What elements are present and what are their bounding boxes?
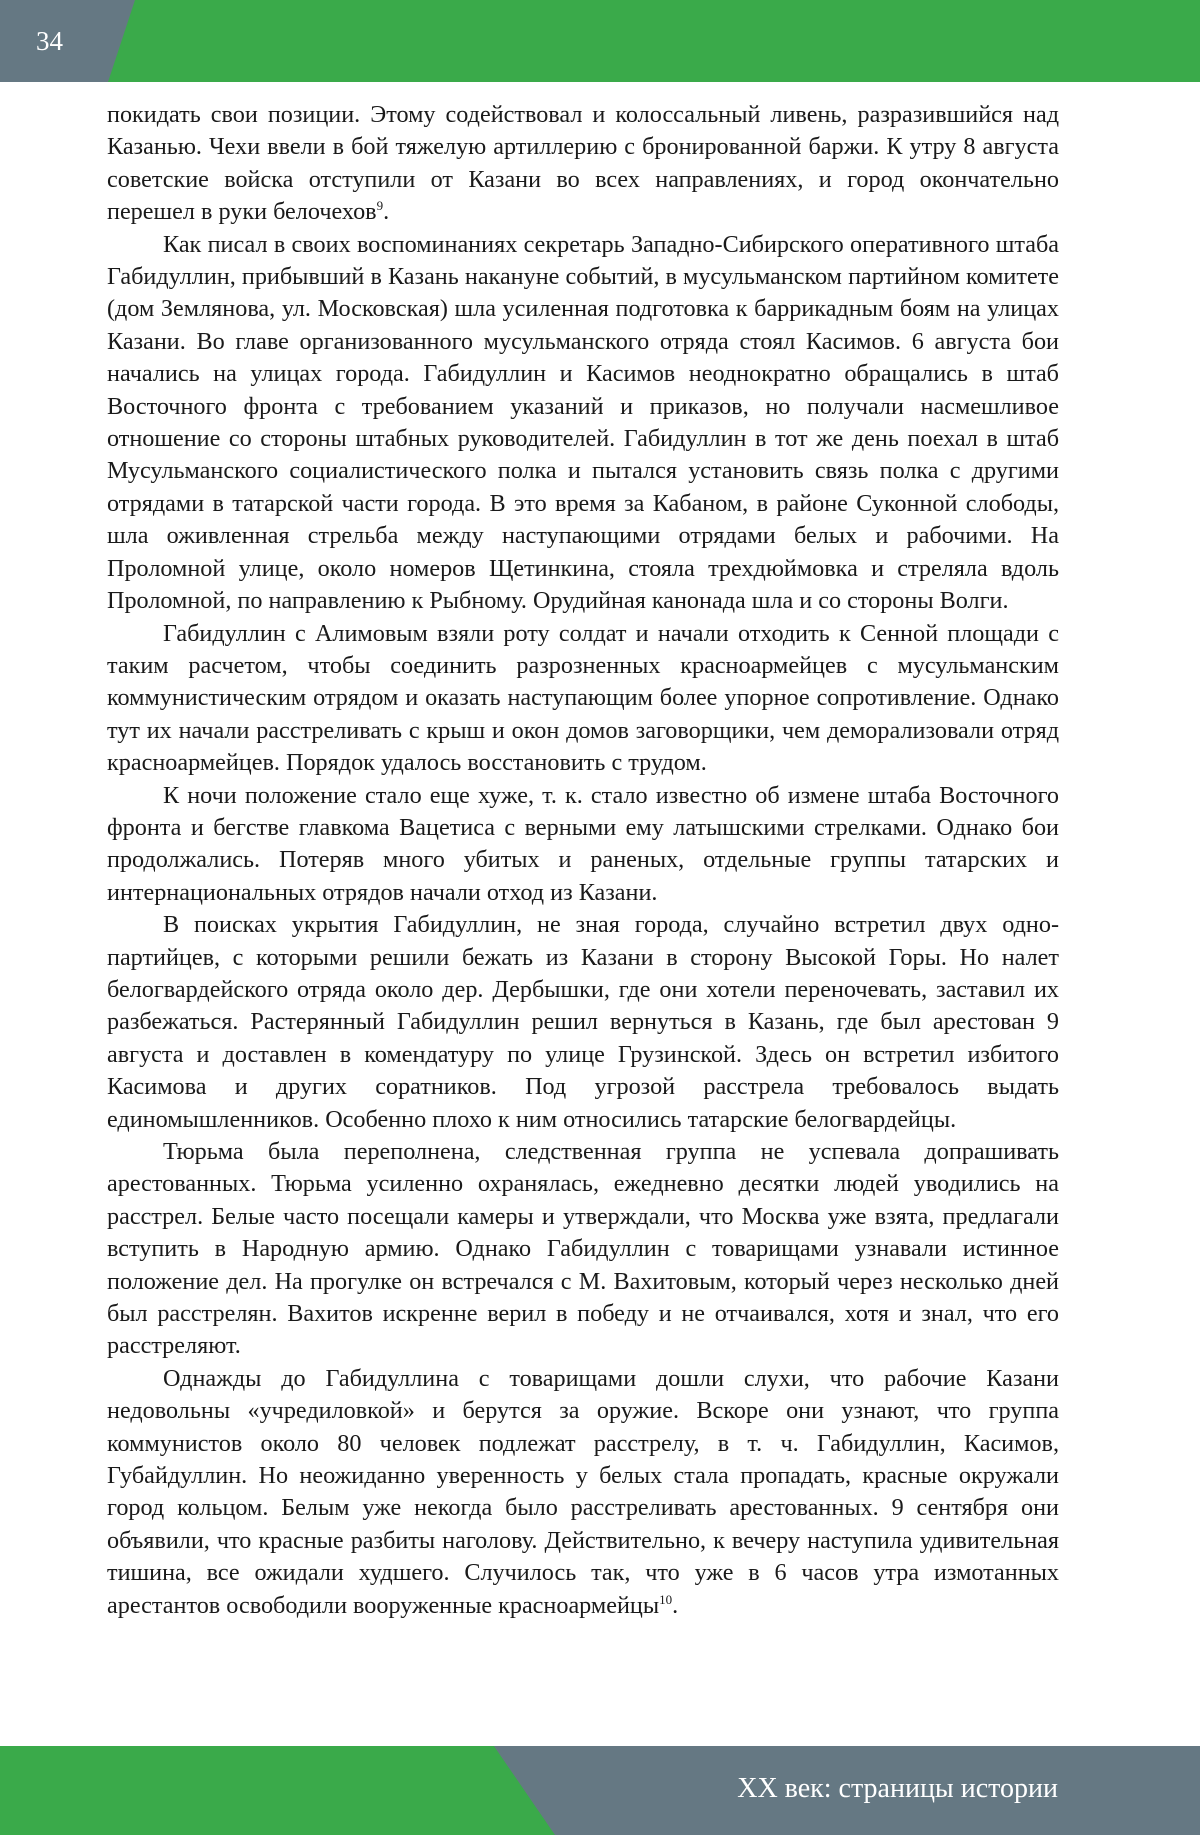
paragraph-1-text: покидать свои позиции. Этому содействовал и колоссальный ливень, разразившийся над Казанью. Чехи ввели в бой тяжелую артиллерию с бронированной баржи. К утру 8 августа советские войска отступили от Казани во всех направлениях, и город окончательно перешел в руки белочехов xyxy=(107,101,1059,226)
paragraph-2: Как писал в своих воспоминаниях секретарь Западно-Сибирского оперативного штаба Габидуллин, прибывший в Казань накануне событий, в мусульманском партийном комитете (дом Землянова, ул. Московская) шла усиленная подготовка к баррикадным боям на улицах Казани. Во главе организованного мусульманского отряда стоял Касимов. 6 августа бои начались на улицах города. Габидуллин и Касимов неоднократно обращались в штаб Восточного фронта с требованием указаний и приказов, но получали насмешливое отношение со стороны штабных руководителей. Габидуллин в тот же день поехал в штаб Мусульманского социалистического полка и пытался установить связь полка с другими отрядами в татарской части города. В это время за Кабаном, в районе Суконной слободы, шла оживленная стрельба между наступающими отрядами белых и рабочими. На Проломной улице, около номеров Щетинкина, стояла трехдюймовка и стреляла вдоль Проломной, по направлению к Рыбному. Орудийная канонада шла и со стороны Волги. xyxy=(107,230,1059,615)
paragraph-3: Габидуллин с Алимовым взяли роту солдат и начали отходить к Сенной площади с таким расчетом, чтобы соединить разрозненных красноармейцев с мусульманским коммунистическим отрядом и оказать наступающим более упорное сопротивление. Однако тут их начали расстреливать с крыш и окон домов заговорщики, чем деморализовали отряд красноармейцев. Порядок удалось восстановить с трудом. xyxy=(107,619,1059,777)
paragraph-7-tail: . xyxy=(672,1591,679,1619)
footnote-ref-9: 9 xyxy=(376,198,384,214)
paragraph-1 xyxy=(107,99,1059,229)
paragraph-6: Тюрьма была переполнена, следственная группа не успевала допрашивать арестованных. Тюрьма усиленно охранялась, ежедневно десятки людей уводились на расстрел. Белые часто посещали камеры и утверждали, что Москва уже взята, предлагали вступить в Народную армию. Однако Габидуллин с товарищами узнавали истинное положение дел. На прогулке он встречался с М. Вахитовым, который через несколько дней был расстрелян. Вахитов искренне верил в победу и не отчаивался, хотя и знал, что его расстреляют. xyxy=(107,1138,1059,1360)
paragraph-4: К ночи положение стало еще хуже, т. к. стало известно об измене штаба Восточного фронта и бегстве главкома Вацетиса с верными ему латышскими стрелками. Однако бои продолжались. Потеряв много убитых и раненых, отдельные группы татарских и интернациональных отрядов начали отход из Казани. xyxy=(107,781,1059,906)
footnote-ref-10: 10 xyxy=(659,1591,673,1607)
paragraph-5: В поисках укрытия Габидуллин, не зная города, случайно встретил двух однопартийцев, с которыми решили бежать из Казани в сторону Высокой Горы. Но налет белогвардейского отряда около дер. Дербышки, где они хотели переночевать, заставил их разбежаться. Растерянный Габидуллин решил вернуться в Казань, где был арестован 9 августа и доставлен в комендатуру по улице Грузинской. Здесь он встретил избитого Касимова и других соратников. Под угрозой расстрела требовалось выдать единомышленников. Особенно плохо к ним относились татарские белогвардейцы. xyxy=(107,911,1059,1133)
page-number: 34 xyxy=(36,26,63,56)
paragraph-1-tail: . xyxy=(383,198,390,226)
paragraph-7-text: Однажды до Габидуллина с товарищами дошли слухи, что рабочие Казани недовольны «учредиловкой» и берутся за оружие. Вскоре они узнают, что группа коммунистов около 80 человек подлежат расстрелу, в т. ч. Габидуллин, Касимов, Губайдуллин. Но неожиданно уверенность у белых стала пропадать, красные окружали город кольцом. Белым уже некогда было расстреливать арестованных. 9 сентября они объявили, что красные разбиты наголову. Действительно, к вечеру наступила удивительная тишина, все ожидали худшего. Случилось так, что уже в 6 часов утра измотанных арестантов освободили вооруженные красноармейцы xyxy=(107,1364,1059,1619)
body-text xyxy=(107,99,1059,1622)
running-title: XX век: страницы истории xyxy=(737,1773,1058,1804)
footer-green-accent xyxy=(0,1746,555,1835)
header-band xyxy=(0,0,1200,82)
paragraph-7 xyxy=(107,1363,1059,1622)
